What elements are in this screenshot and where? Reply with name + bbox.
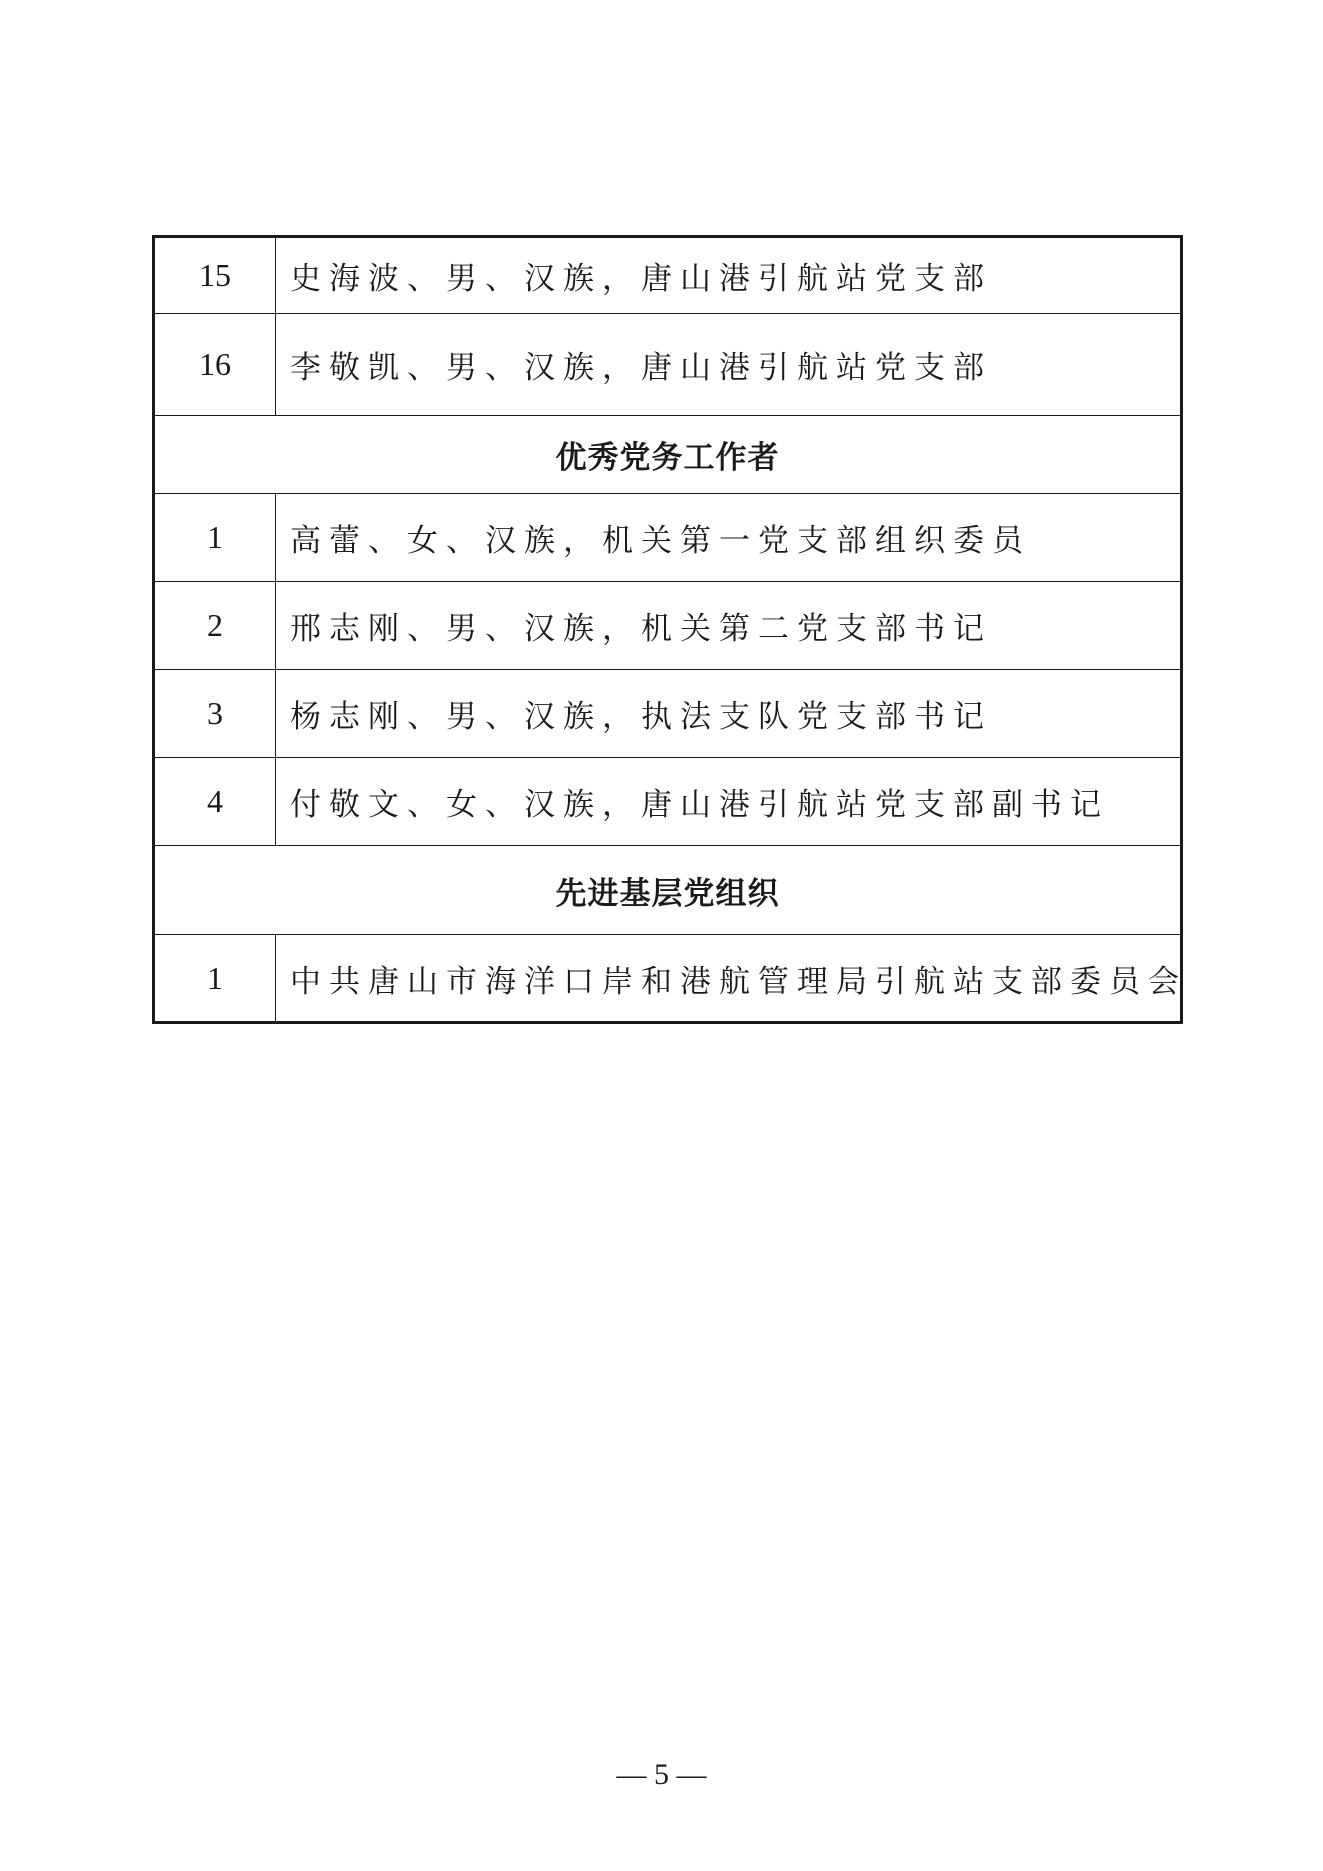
table-row	[154, 670, 1182, 758]
table-row	[154, 237, 1182, 314]
row-text: 邢志刚、男、汉族，机关第二党支部书记	[276, 582, 1182, 670]
table-row	[154, 494, 1182, 582]
row-number: 1	[154, 494, 276, 582]
page-number: — 5 —	[616, 1758, 707, 1791]
table-row	[154, 314, 1182, 416]
row-text: 付敬文、女、汉族，唐山港引航站党支部副书记	[276, 758, 1182, 846]
section-title: 先进基层党组织	[154, 846, 1182, 935]
row-number: 16	[154, 314, 276, 416]
row-text: 李敬凯、男、汉族，唐山港引航站党支部	[276, 314, 1182, 416]
row-text: 史海波、男、汉族，唐山港引航站党支部	[276, 237, 1182, 314]
row-number: 2	[154, 582, 276, 670]
section-title: 优秀党务工作者	[154, 416, 1182, 494]
honor-list-table	[152, 235, 1187, 1024]
row-text: 杨志刚、男、汉族，执法支队党支部书记	[276, 670, 1182, 758]
row-number: 4	[154, 758, 276, 846]
table-row	[154, 758, 1182, 846]
row-number: 1	[154, 935, 276, 1023]
section-header-row	[154, 416, 1182, 494]
row-number: 15	[154, 237, 276, 314]
table-row	[154, 582, 1182, 670]
section-header-row	[154, 846, 1182, 935]
row-number: 3	[154, 670, 276, 758]
row-text: 高蕾、女、汉族，机关第一党支部组织委员	[276, 494, 1182, 582]
row-text: 中共唐山市海洋口岸和港航管理局引航站支部委员会	[276, 935, 1182, 1023]
table-row	[154, 935, 1182, 1023]
